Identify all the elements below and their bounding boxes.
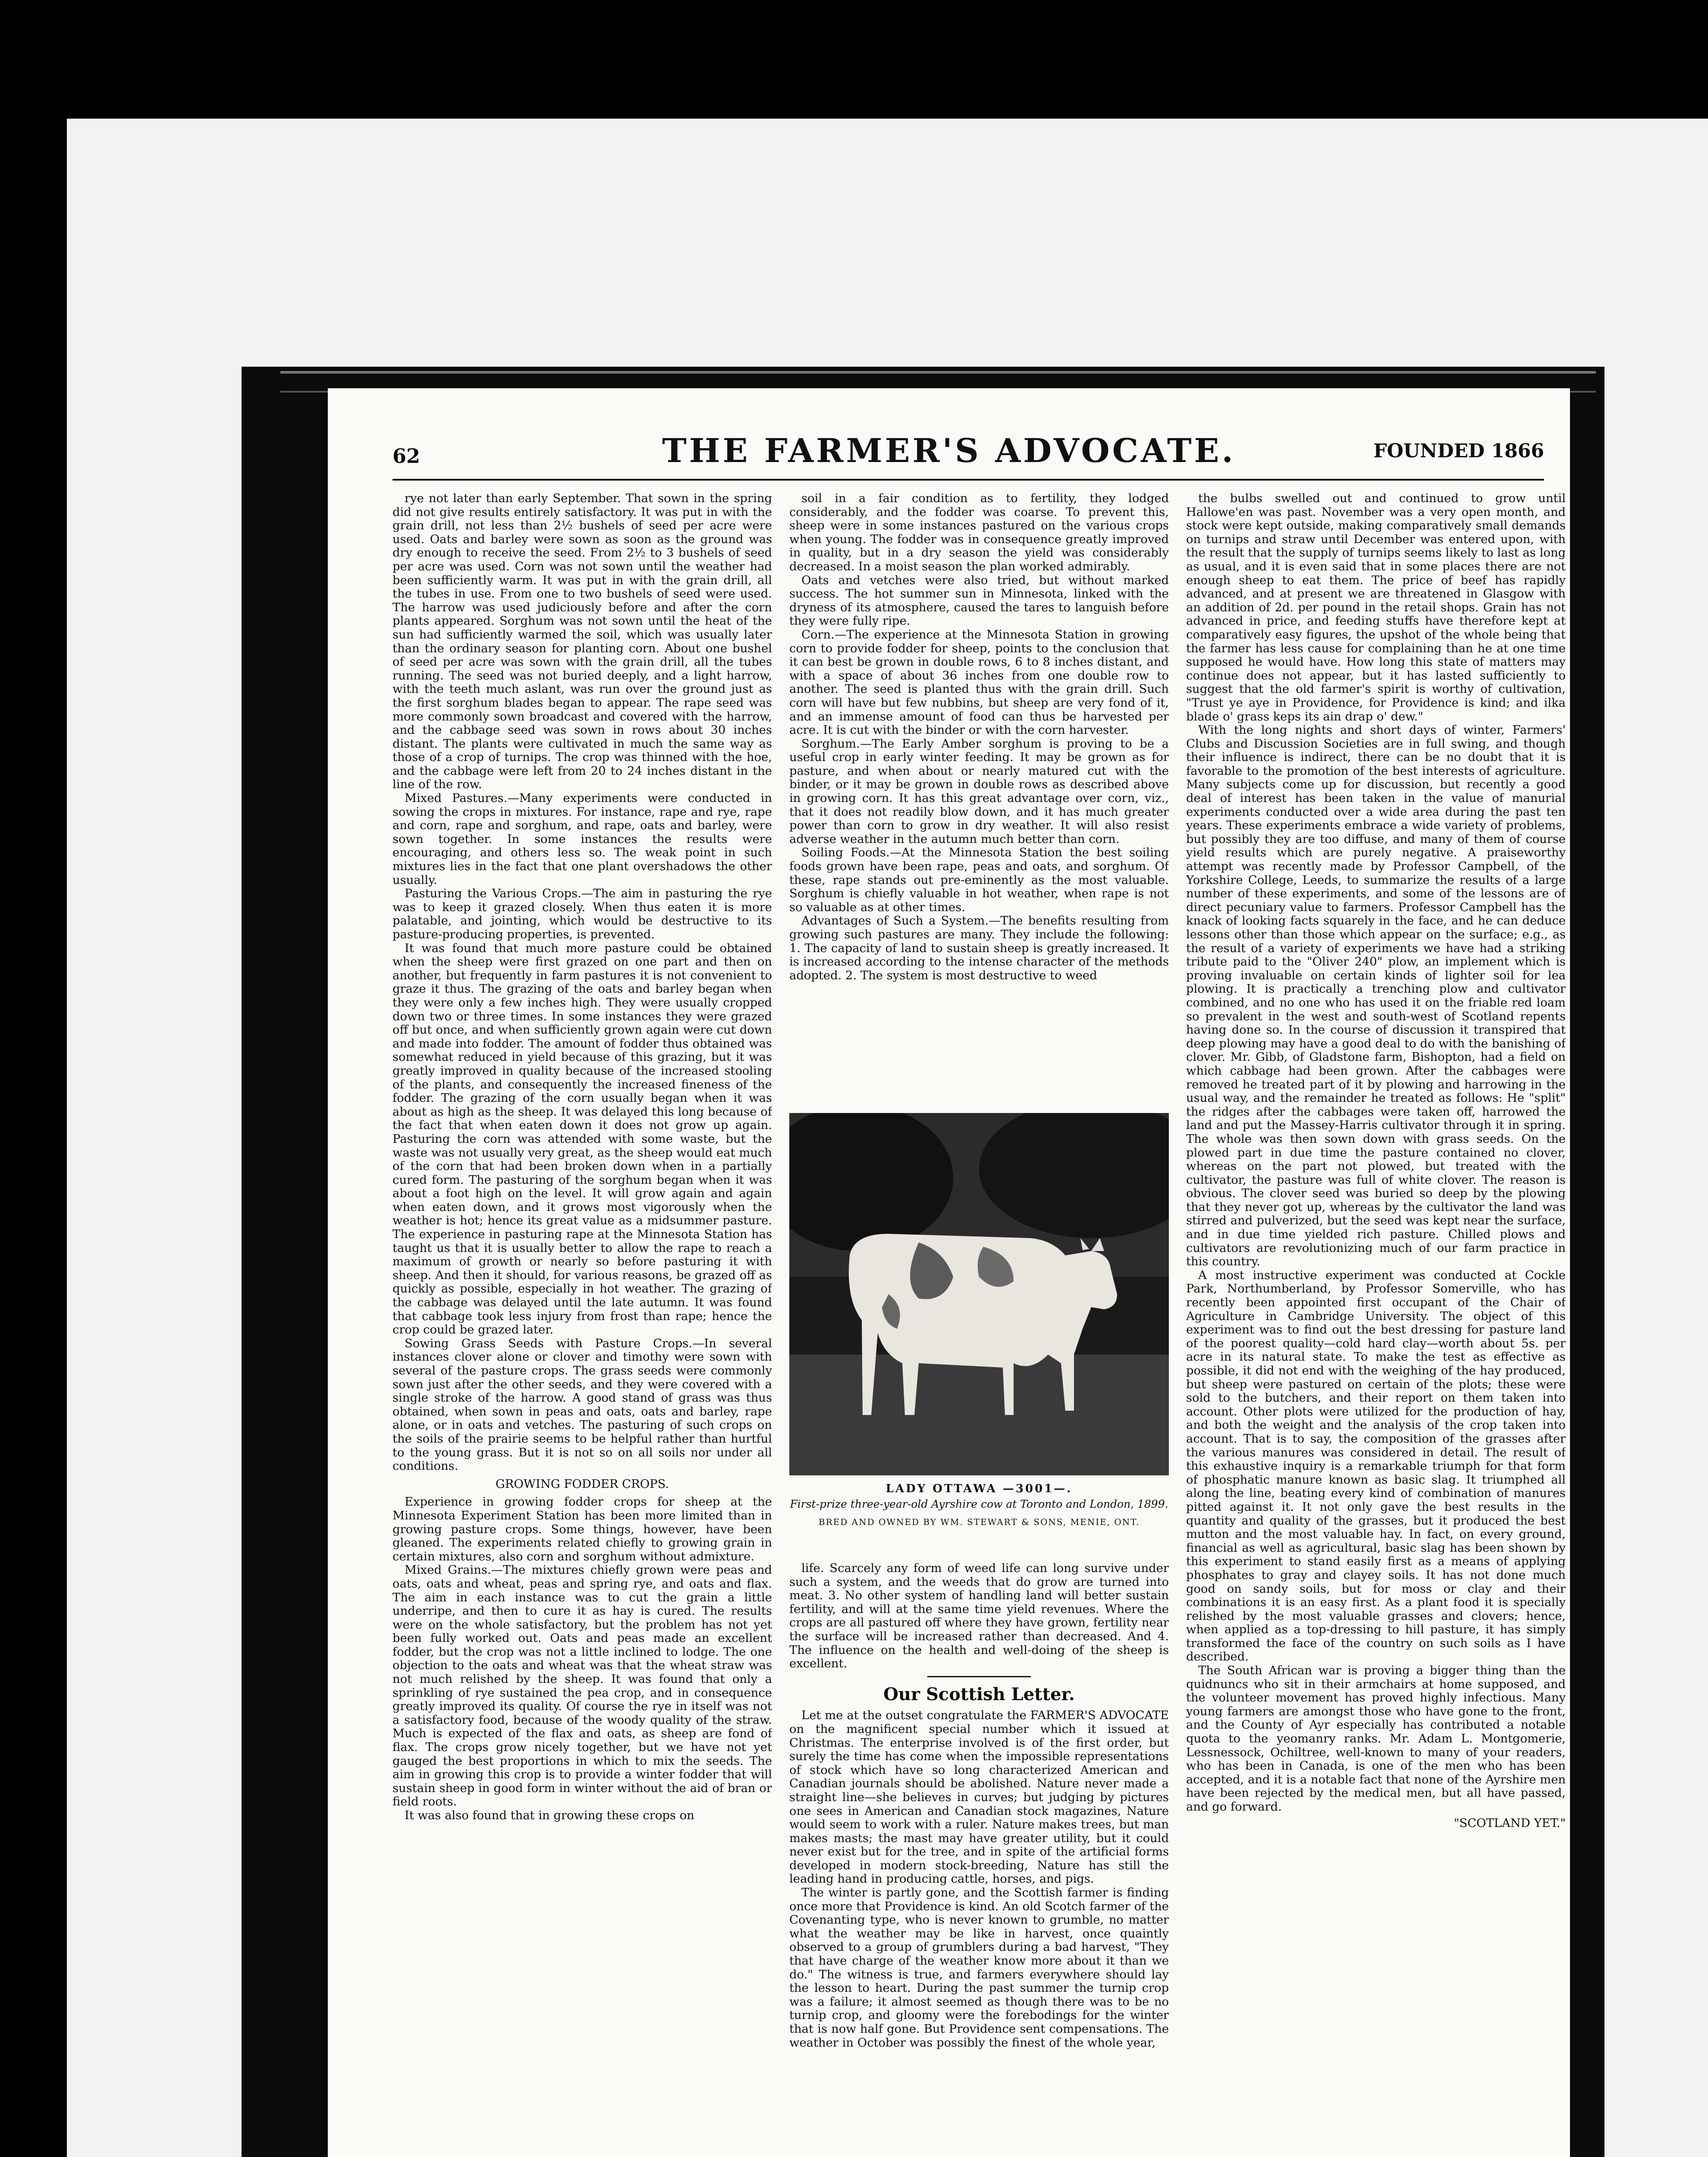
newspaper-page: [328, 388, 1570, 2157]
paragraph: A most instructive experiment was conducted at Cockle Park, Northumberland, by Professor Somerville, who has recently been appointed first occupant of the Chair of Agriculture in Cambridge University. The object of this experiment was to find out the best dressing for pasture land of the poorest quality—cold hard clay—worth about 5s. per acre in its natural state. To make the test as effective as possible, it did not end with the weighing of the hay produced, but sheep were pastured on certain of the plots; these were sold to the butchers, and their report on them taken into account. Other plots were utilized for the production of hay, and both the weight and the analysis of the crop taken into account. That is to say, the composition of the grasses after the various manures was considered in detail. The result of this exhaustive inquiry is a remarkable triumph for that form of phosphatic manure known as basic slag. It triumphed all along the line, beating every kind of combination of manures pitted against it. It not only gave the best results in the quantity and quality of the grasses, but it produced the best mutton and the most valuable hay. In fact, on every ground, financial as well as agricultural, basic slag has been shown by this experiment to stand easily first as a means of applying phosphates to gray and clayey soils. It has not done much good on sandy soils, but for moss or clay and their combinations it is an easy first. As a plant food it is specially relished by the most valuable grasses and clovers; hence, when applied as a top-dressing to hill pasture, it has simply transformed the face of the country on such soils as I have described.: [1186, 1268, 1566, 1664]
signature: "SCOTLAND YET.": [1454, 1816, 1566, 1830]
figure-title: LADY OTTAWA —3001—.: [885, 1482, 1073, 1495]
column-3: [1186, 492, 1566, 2157]
founded-line: FOUNDED 1866: [1373, 440, 1544, 462]
paragraph: Experience in growing fodder crops for sheep at the Minnesota Experiment Station has been more limited than in growing pasture crops. Some things, however, have been gleaned. The experiments related chiefly to growing grain in certain mixtures, also corn and sorghum without admixture.: [392, 1495, 772, 1563]
section-subhead: GROWING FODDER CROPS.: [495, 1477, 669, 1491]
cow-photo: [789, 1113, 1169, 1475]
paragraph: the bulbs swelled out and continued to grow until Hallowe'en was past. November was a very open month, and stock were kept outside, making comparatively small demands on turnips and straw until December was entered upon, with the result that the supply of turnips seems likely to last as long as usual, and it is even said that in some places there are not enough sheep to eat them. The price of beef has rapidly advanced, and at present we are threatened in Glasgow with an addition of 2d. per pound in the retail shops. Grain has not advanced in price, and feeding stuffs have therefore kept at comparatively easy figures, the upshot of the whole being that the farmer has less cause for complaining than he at one time supposed he would have. How long this state of matters may continue does not appear, but it has lasted sufficiently to suggest that the old farmer's spirit is worthy of cultivation, "Trust ye aye in Providence, for Providence is kind; and ilka blade o' grass keps its ain drap o' dew.": [1186, 492, 1566, 723]
paragraph: The winter is partly gone, and the Scottish farmer is finding once more that Providence is kind. An old Scotch farmer of the Covenanting type, who is never known to grumble, no matter what the weather may be like in harvest, once quaintly observed to a group of grumblers during a bad harvest, "They that have charge of the weather know more about it than we do." The witness is true, and farmers everywhere should lay the lesson to heart. During the past summer the turnip crop was a failure; it almost seemed as though there was to be no turnip crop, and gloomy were the forebodings for the winter that is now half gone. But Providence sent compensations. The weather in October was possibly the finest of the whole year,: [789, 1886, 1169, 2050]
paragraph: Soiling Foods.—At the Minnesota Station the best soiling foods grown have been rape, peas and oats, and sorghum. Of these, rape stands out pre-eminently as the most valuable. Sorghum is chiefly valuable in hot weather, when rape is not so valuable as at other times.: [789, 846, 1169, 914]
heading-rule: [927, 1676, 1031, 1677]
paragraph: Oats and vetches were also tried, but without marked success. The hot summer sun in Minnesota, linked with the dryness of its atmosphere, caused the tares to languish before they were fully ripe.: [789, 573, 1169, 628]
header-rule: [392, 479, 1544, 481]
paragraph: It was found that much more pasture could be obtained when the sheep were first grazed on one part and then on another, but frequently in farm pastures it is not convenient to graze it thus. The grazing of the oats and barley began when they were only a few inches high. They were usually cropped down two or three times. In some instances they were grazed off but once, and when sufficiently grown again were cut down and made into fodder. The amount of fodder thus obtained was somewhat reduced in yield because of this grazing, but it was greatly improved in quality because of the increased stooling of the plants, and consequently the increased fineness of the fodder. The grazing of the corn usually began when it was about as high as the sheep. It was delayed this long because of the fact that when eaten down it does not grow up again. Pasturing the corn was attended with some waste, but the waste was not usually very great, as the sheep would eat much of the corn that had been broken down when in a partially cured form. The pasturing of the sorghum began when it was about a foot high on the level. It will grow again and again when eaten down, and it grows most vigorously when the weather is hot; hence its great value as a midsummer pasture. The experience in pasturing rape at the Minnesota Station has taught us that it is usually better to allow the rape to reach a maximum of growth or nearly so before pasturing it with sheep. And then it should, for various reasons, be grazed off as quickly as possible, especially in hot weather. The grazing of the cabbage was delayed until the late autumn. It was found that cabbage took less injury from frost than rape; hence the crop could be grazed later.: [392, 941, 772, 1337]
paragraph: life. Scarcely any form of weed life can long survive under such a system, and the weeds that do grow are turned into meat. 3. No other system of handling land will better sustain fertility, and will at the same time yield revenues. Where the crops are all pastured off where they have grown, fertility near the surface will be increased rather than decreased. And 4. The influence on the health and well-doing of the sheep is excellent.: [789, 1562, 1169, 1671]
cow-figure: [789, 1113, 1169, 1553]
paragraph: It was also found that in growing these crops on: [405, 1809, 694, 1822]
figure-credit: BRED AND OWNED BY WM. STEWART & SONS, MENIE, ONT.: [818, 1517, 1140, 1527]
paragraph: Advantages of Such a System.—The benefits resulting from growing such pastures are many. They include the following: 1. The capacity of land to sustain sheep is greatly increased. It is increased according to the intense character of the methods adopted. 2. The system is most destructive to weed: [789, 914, 1169, 982]
paragraph: Corn.—The experience at the Minnesota Station in growing corn to provide fodder for sheep, points to the conclusion that it can best be grown in double rows, 6 to 8 inches distant, and with a space of about 36 inches from one double row to another. The seed is planted thus with the grain drill. Such corn will have but few nubbins, but sheep are very fond of it, and an immense amount of food can thus be harvested per acre. It is cut with the binder or with the corn harvester.: [789, 628, 1169, 737]
page-number: 62: [392, 444, 421, 468]
paragraph: soil in a fair condition as to fertility, they lodged considerably, and the fodder was coarse. To prevent this, sheep were in some instances pastured on the various crops when young. The fodder was in consequence greatly improved in quality, but in a dry season the yield was considerably decreased. In a moist season the plan worked admirably.: [789, 492, 1169, 573]
figure-subtitle: First-prize three-year-old Ayrshire cow at Toronto and London, 1899.: [790, 1498, 1168, 1510]
paragraph: Let me at the outset congratulate the FARMER'S ADVOCATE on the magnificent special number which it issued at Christmas. The enterprise involved is of the first order, but surely the time has come when the impossible representations of stock which have so long characterized American and Canadian journals should be abolished. Nature never made a straight line—she believes in curves; but judging by pictures one sees in American and Canadian stock magazines, Nature would seem to work with a ruler. Nature makes trees, but man makes masts; the mast may have greater utility, but it could never exist but for the tree, and in spite of the artificial forms developed in modern stock-breeding, Nature has still the leading hand in producing cattle, horses, and pigs.: [789, 1709, 1169, 1886]
paragraph: The South African war is proving a bigger thing than the quidnuncs who sit in their armchairs at home supposed, and the volunteer movement has proved highly infectious. Many young farmers are amongst those who have gone to the front, and the County of Ayr especially has contributed a notable quota to the yeomanry ranks. Mr. Adam L. Montgomerie, Lessnessock, Ochiltree, well-known to many of your readers, who has been in Canada, is one of the men who has been accepted, and it is a notable fact that none of the Ayrshire men have been rejected by the medical men, but all have passed, and go forward.: [1186, 1664, 1566, 1814]
paragraph: rye not later than early September. That sown in the spring did not give results entirely satisfactory. It was put in with the grain drill, not less than 2½ bushels of seed per acre were used. Oats and barley were sown as soon as the ground was dry enough to receive the seed. From 2½ to 3 bushels of seed per acre was used. Corn was not sown until the weather had been sufficiently warm. It was put in with the grain drill, all the tubes in use. From one to two bushels of seed were used. The harrow was used judiciously before and after the corn plants appeared. Sorghum was not sown until the heat of the sun had sufficiently warmed the soil, which was usually later than the ordinary season for planting corn. About one bushel of seed per acre was sown with the grain drill, all the tubes running. The seed was not buried deeply, and a light harrow, with the teeth much aslant, was run over the ground just as the first sorghum blades began to appear. The rape seed was more commonly sown broadcast and covered with the harrow, and the cabbage seed was sown in rows about 30 inches distant. The plants were cultivated in much the same way as those of a crop of turnips. The crop was thinned with the hoe, and the cabbage were left from 20 to 24 inches distant in the line of the row.: [392, 492, 772, 792]
masthead: THE FARMER'S ADVOCATE.: [662, 431, 1236, 470]
column-2-top: [789, 492, 1169, 1104]
paragraph: Sorghum.—The Early Amber sorghum is proving to be a useful crop in early winter feeding. It may be grown as for pasture, and when about or nearly matured cut with the binder, or it may be grown in double rows as described above in growing corn. It has this great advantage over corn, viz., that it does not readily blow down, and it has much greater power than corn to grow in dry weather. It will also resist adverse weather in the autumn much better than corn.: [789, 737, 1169, 846]
paragraph: Pasturing the Various Crops.—The aim in pasturing the rye was to keep it grazed closely. When thus eaten it is more palatable, and jointing, which would be destructive to its pasture-producing properties, is prevented.: [392, 887, 772, 941]
paragraph: Sowing Grass Seeds with Pasture Crops.—In several instances clover alone or clover and timothy were sown with several of the pasture crops. The grass seeds were commonly sown just after the other seeds, and they were covered with a single stroke of the harrow. A good stand of grass was thus obtained, when sown in peas and oats, oats and barley, rape alone, or in oats and vetches. The pasturing of such crops on the soils of the prairie seems to be helpful rather than hurtful to the young grass. But it is not so on all soils nor under all conditions.: [392, 1336, 772, 1473]
paragraph: Mixed Pastures.—Many experiments were conducted in sowing the crops in mixtures. For instance, rape and rye, rape and corn, rape and sorghum, and rape, oats and barley, were sown together. In some instances the results were encouraging, and others less so. The weak point in such mixtures lies in the fact that one plant overshadows the other usually.: [392, 792, 772, 887]
column-2-bottom: [789, 1562, 1169, 2157]
paragraph: With the long nights and short days of winter, Farmers' Clubs and Discussion Societies are in full swing, and though their influence is indirect, there can be no doubt that it is favorable to the promotion of the best interests of agriculture. Many subjects come up for discussion, but recently a good deal of interest has been taken in the value of manurial experiments conducted over a wide area during the past ten years. These experiments embrace a wide variety of problems, but possibly they are too diffuse, and many of them of course yield results which are purely negative. A praiseworthy attempt was recently made by Professor Campbell, of the Yorkshire College, Leeds, to summarize the results of a large number of these experiments, and some of the lessons are of direct pecuniary value to farmers. Professor Campbell has the knack of looking facts squarely in the face, and he can deduce lessons other than those which appear on the surface; e.g., as the result of a variety of experiments we have had a striking tribute paid to the "Oliver 240" plow, an implement which is proving invaluable on certain kinds of lighter soil for lea plowing. It is practically a trenching plow and cultivator combined, and no one who has used it on the friable red loam so prevalent in the west and south-west of Scotland repents having done so. In the course of discussion it transpired that deep plowing may have a good deal to do with the banishing of clover. Mr. Gibb, of Gladstone farm, Bishopton, had a field on which cabbage had been grown. After the cabbages were removed he treated part of it by plowing and harrowing in the usual way, and the remainder he treated as follows: He "split" the ridges after the cabbages were taken off, harrowed the land and put the Massey-Harris cultivator through it in spring. The whole was then sown down with grass seeds. On the plowed part in due time the pasture contained no clover, whereas on the part not plowed, but treated with the cultivator, the pasture was full of white clover. The reason is obvious. The clover seed was buried so deep by the plowing that they never got up, whereas by the cultivator the land was stirred and pulverized, but the seed was kept near the surface, and in due time yielded rich pasture. Chilled plows and cultivators are revolutionizing much of our farm practice in this country.: [1186, 723, 1566, 1269]
column-1: [392, 492, 772, 2157]
letter-heading: Our Scottish Letter.: [883, 1684, 1075, 1704]
paragraph: Mixed Grains.—The mixtures chiefly grown were peas and oats, oats and wheat, peas and spring rye, and oats and flax. The aim in each instance was to cut the grain a little underripe, and then to cure it as hay is cured. The results were on the whole satisfactory, but the problem has not yet been fully worked out. Oats and peas made an excellent fodder, but the crop was not a little inclined to lodge. The one objection to the oats and wheat was that the wheat straw was not much relished by the sheep. It was found that only a sprinkling of rye sustained the pea crop, and in consequence greatly improved its quality. Of course the rye in itself was not a satisfactory food, because of the woody quality of the straw. Much is expected of the flax and oats, as sheep are fond of flax. The crops grow nicely together, but we have not yet gauged the best proportions in which to mix the seeds. The aim in growing this crop is to provide a winter fodder that will sustain sheep in good form in winter without the aid of bran or field roots.: [392, 1563, 772, 1809]
